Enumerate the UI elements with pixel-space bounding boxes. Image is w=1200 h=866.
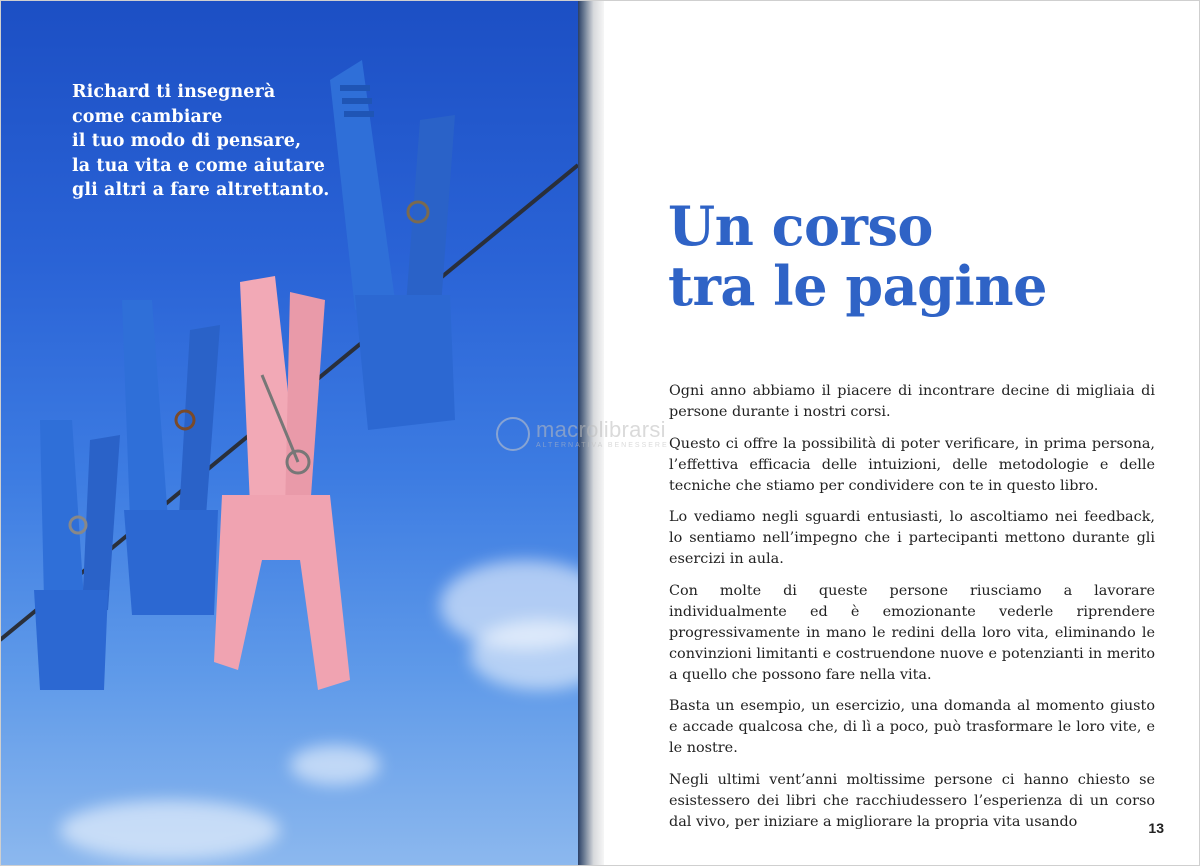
right-page-text	[604, 0, 1200, 866]
caption-line: il tuo modo di pensare,	[72, 131, 302, 151]
watermark	[496, 414, 669, 454]
body-text	[669, 381, 1155, 833]
watermark-text-group	[536, 416, 669, 450]
blue-clip-2	[122, 300, 220, 615]
paragraph: Negli ultimi vent’anni moltissime persone ci hanno chiesto se esistessero dei libri che racchiudessero l’esperienza di un corso dal vivo, per iniziare a migliorare la propria vita usando	[669, 771, 1155, 830]
pink-clip	[214, 276, 350, 690]
title-line: Un corso	[668, 194, 933, 258]
caption-line: come cambiare	[72, 106, 223, 127]
caption-line: la tua vita e come aiutare	[72, 155, 326, 176]
caption-line: Richard ti insegnerà	[72, 82, 276, 102]
caption-line: gli altri a fare altrettanto.	[72, 180, 330, 200]
paragraph: Basta un esempio, un esercizio, una domanda al momento giusto e accade qualcosa che, di lì a poco, può trasformare le loro vite, e le nostre.	[669, 698, 1155, 756]
paragraph: Con molte di queste persone riusciamo a lavorare individualmente ed è emozionante vederle riprendere progressivamente in mano le redini della loro vita, eliminando le convinzioni limitanti e costruendone nuove e potenzianti in merito a quello che possono fare nella vita.	[669, 582, 1155, 683]
paragraph: Lo vediamo negli sguardi entusiasti, lo ascoltiamo nei feedback, lo sentiamo nell’impegno che i partecipanti mettono durante gli esercizi in aula.	[669, 509, 1155, 567]
blue-clip-1	[34, 420, 120, 690]
chapter-title	[668, 196, 1148, 316]
watermark-text: macrolibrarsi	[536, 416, 666, 442]
left-page-photo	[0, 0, 578, 866]
watermark-logo-icon	[496, 417, 530, 451]
photo-caption	[72, 80, 352, 203]
watermark-subtext: ALTERNATIVA BENESSERE	[536, 441, 669, 449]
page-number: 13	[1148, 820, 1164, 836]
paragraph: Questo ci offre la possibilità di poter verificare, in prima persona, l’effettiva efficacia delle intuizioni, delle metodologie e delle tecniche che stiamo per condividere con te in questo libro.	[669, 435, 1155, 494]
title-line: tra le pagine	[668, 254, 1047, 318]
paragraph: Ogni anno abbiamo il piacere di incontrare decine di migliaia di persone durante i nostri corsi.	[669, 383, 1155, 420]
